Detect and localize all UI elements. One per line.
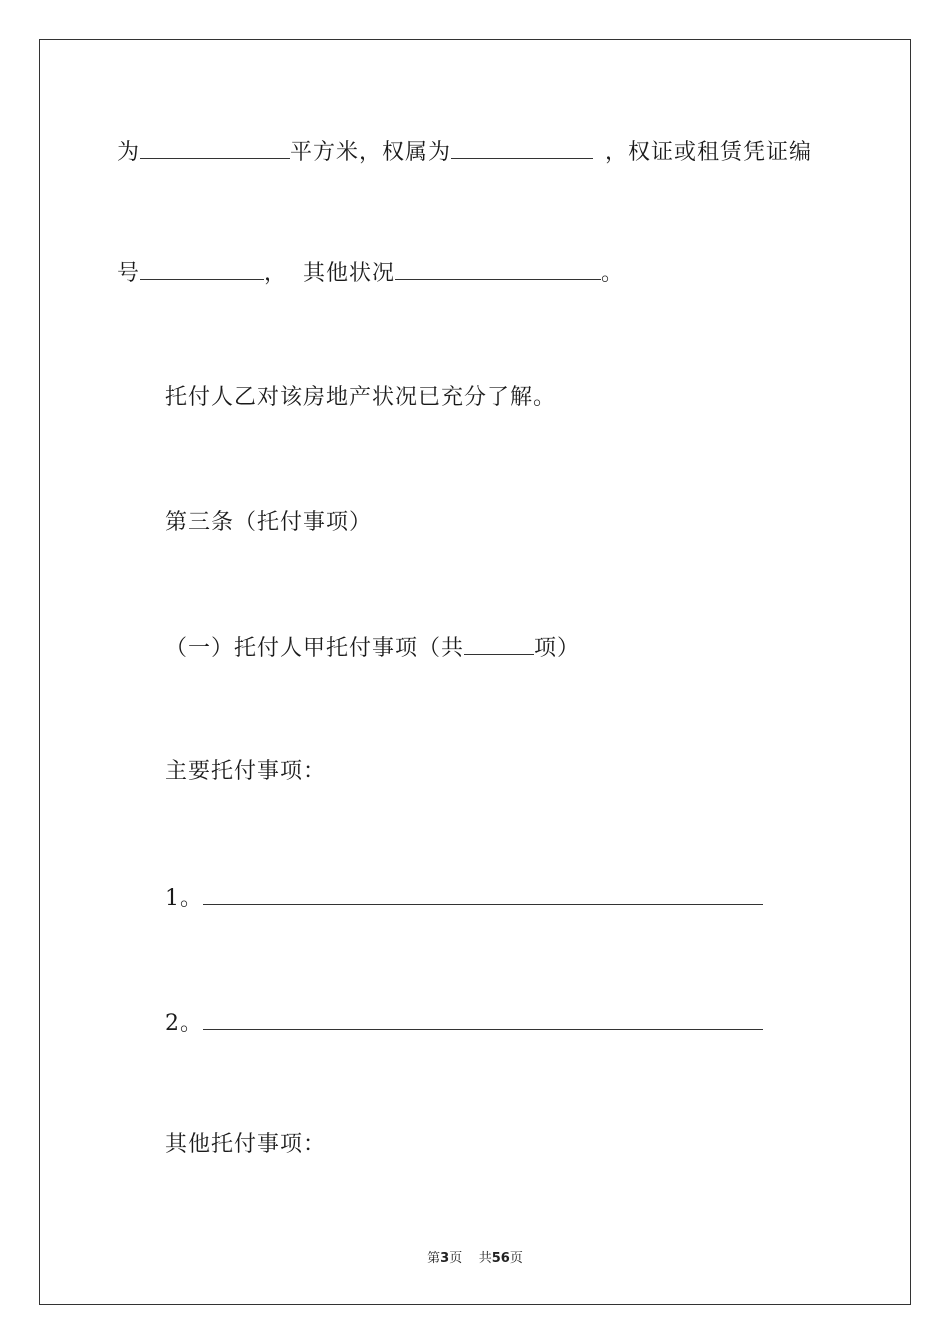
text-line-area [117,136,812,168]
text-area-prefix: 为 [117,140,141,165]
section-1-line [165,632,580,664]
blank-ownership [451,136,593,159]
footer-page-number: 3 [440,1251,450,1266]
blank-certificate-number [140,257,264,280]
text-number-prefix: 号 [117,261,141,286]
paragraph-understanding: 托付人乙对该房地产状况已充分了解。 [165,385,557,410]
text-period: 。 [601,261,625,286]
page-frame [39,39,911,1305]
blank-other-status [395,257,601,280]
page-footer [0,1247,950,1266]
article-3-heading: 第三条（托付事项） [165,510,373,535]
item-1-line [165,882,763,914]
blank-item-count [464,632,534,655]
section-1-suffix: 项） [534,636,581,661]
other-items-heading: 其他托付事项： [165,1132,327,1157]
footer-page-suffix: 页 [449,1251,463,1266]
blank-item-2 [203,1007,763,1030]
text-comma: ， [264,261,288,286]
item-2-line [165,1007,763,1039]
item-2-label: 2。 [165,1011,203,1036]
text-certificate: ，权证或租赁凭证编 [605,140,813,165]
text-line-number [117,257,624,289]
main-items-heading: 主要托付事项： [165,759,327,784]
item-1-label: 1。 [165,886,203,911]
text-ownership: 平方米，权属为 [290,140,452,165]
section-1-prefix: （一）托付人甲托付事项（共 [165,636,465,661]
footer-page-prefix: 第 [427,1251,441,1266]
text-other-status: 其他状况 [303,261,396,286]
footer-total-prefix: 共 [478,1251,492,1266]
footer-total-suffix: 页 [509,1251,523,1266]
blank-area [140,136,290,159]
footer-total-pages: 56 [491,1251,510,1266]
blank-item-1 [203,882,763,905]
